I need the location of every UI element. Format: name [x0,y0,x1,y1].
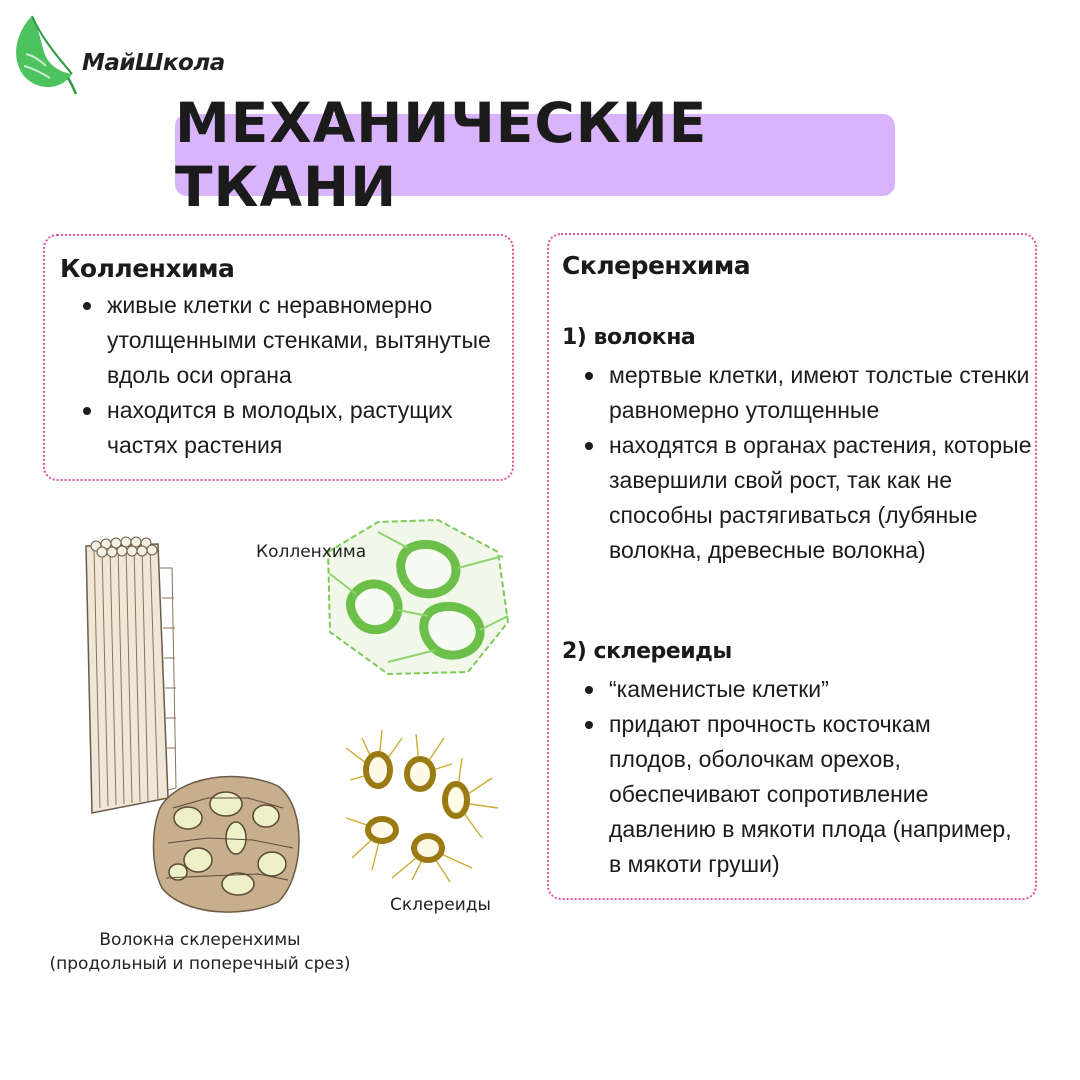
fibers-list [583,358,1035,568]
collenchyma-heading: Колленхима [60,254,235,283]
collenchyma-illustration [318,512,513,677]
fibers-caption [36,928,364,976]
fibers-caption-line2: (продольный и поперечный срез) [49,954,351,974]
collenchyma-list [81,288,506,463]
sclereids-caption: Склереиды [390,895,491,915]
list-item: находятся в органах растения, которые завершили свой рост, так как не способны растягиваться (лубяные волокна, древесные волокна) [583,428,1035,568]
brand-name: МайШкола [82,50,225,76]
brand-logo [10,14,240,96]
sclereids-illustration [332,708,512,888]
sclereids-heading: 2) склереиды [562,639,732,664]
list-item: находится в молодых, растущих частях растения [81,393,506,463]
sclerenchyma-heading: Склеренхима [562,251,751,280]
fibers-caption-line1: Волокна склеренхимы [99,930,301,950]
list-item: живые клетки с неравномерно утолщенными стенками, вытянутые вдоль оси органа [81,288,506,393]
fibers-heading: 1) волокна [562,325,696,350]
list-item: придают прочность косточкам плодов, оболочкам орехов, обеспечивают сопротивление давлению в мякоти плода (например, в мякоти груши) [583,707,1013,882]
list-item: мертвые клетки, имеют толстые стенки равномерно утолщенные [583,358,1035,428]
list-item: “каменистые клетки” [583,672,1013,707]
fiber-cross-section-illustration [148,768,308,918]
leaf-logo-icon [10,14,80,96]
sclerenchyma-card [547,233,1037,900]
title-banner [175,91,895,219]
page-title: МЕХАНИЧЕСКИЕ ТКАНИ [175,91,708,219]
collenchyma-card [43,234,514,481]
sclereids-list [583,672,1013,882]
collenchyma-caption: Колленхима [256,542,367,562]
